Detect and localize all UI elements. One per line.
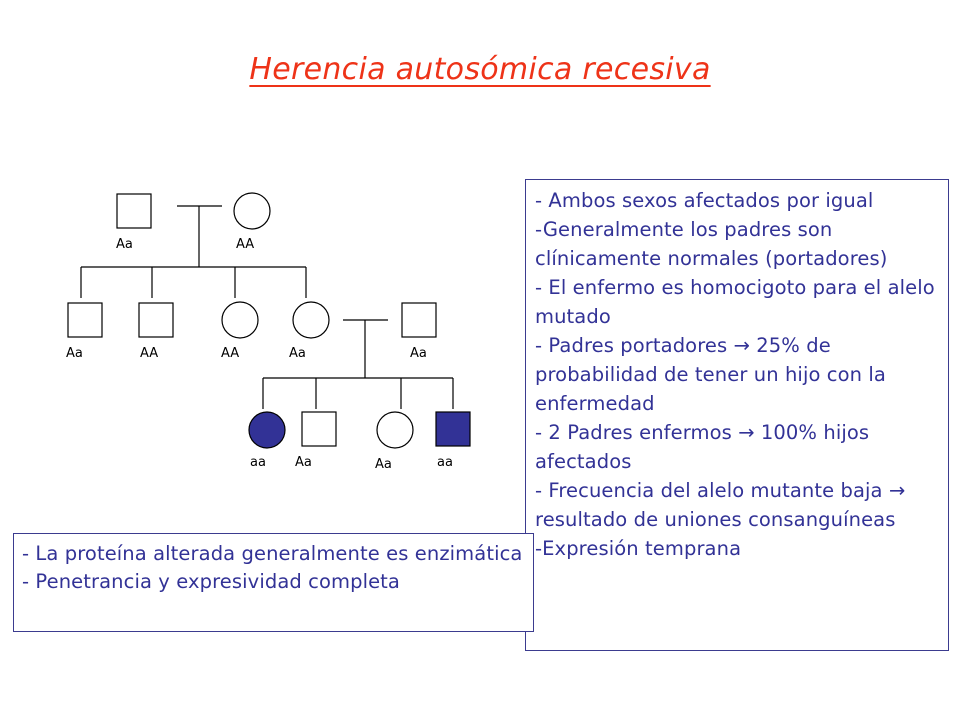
feature-item: -Expresión temprana bbox=[535, 537, 742, 560]
feature-item: - Padres portadores → 25% de probabilidad de tener un hijo con la enfermedad bbox=[535, 334, 886, 415]
gen3-child1-affected-symbol bbox=[249, 412, 285, 448]
feature-item: - 2 Padres enfermos → 100% hijos afectados bbox=[535, 421, 870, 473]
gen3-child2-genotype: Aa bbox=[295, 455, 312, 470]
gen2-child2-symbol bbox=[139, 303, 173, 337]
features-box bbox=[525, 179, 949, 651]
gen2-child1-genotype: Aa bbox=[66, 346, 83, 361]
gen2-child1-symbol bbox=[68, 303, 102, 337]
gen1-father-genotype: Aa bbox=[116, 237, 133, 252]
gen2-spouse-symbol bbox=[402, 303, 436, 337]
note-item: - La proteína alterada generalmente es enzimática bbox=[22, 542, 523, 565]
feature-item: -Generalmente los padres son clínicamente normales (portadores) bbox=[535, 218, 888, 270]
gen3-child3-genotype: Aa bbox=[375, 457, 392, 472]
gen3-child3-symbol bbox=[377, 412, 413, 448]
gen2-spouse-genotype: Aa bbox=[410, 346, 427, 361]
gen2-child2-genotype: AA bbox=[140, 346, 159, 361]
note-item: - Penetrancia y expresividad completa bbox=[22, 570, 400, 593]
page-title: Herencia autosómica recesiva bbox=[249, 52, 711, 87]
gen3-child4-affected-symbol bbox=[436, 412, 470, 446]
gen1-father-symbol bbox=[117, 194, 151, 228]
notes-box bbox=[13, 533, 534, 632]
feature-item: - Ambos sexos afectados por igual bbox=[535, 189, 874, 212]
feature-item: - El enfermo es homocigoto para el alelo mutado bbox=[535, 276, 935, 328]
feature-item: - Frecuencia del alelo mutante baja → resultado de uniones consanguíneas bbox=[535, 479, 906, 531]
gen1-mother-symbol bbox=[234, 193, 270, 229]
gen2-child3-symbol bbox=[222, 302, 258, 338]
gen3-child1-genotype: aa bbox=[250, 455, 266, 470]
gen3-child4-genotype: aa bbox=[437, 455, 453, 470]
gen3-child2-symbol bbox=[302, 412, 336, 446]
gen2-child4-genotype: Aa bbox=[289, 346, 306, 361]
gen2-child4-symbol bbox=[293, 302, 329, 338]
gen2-child3-genotype: AA bbox=[221, 346, 240, 361]
gen1-mother-genotype: AA bbox=[236, 237, 255, 252]
